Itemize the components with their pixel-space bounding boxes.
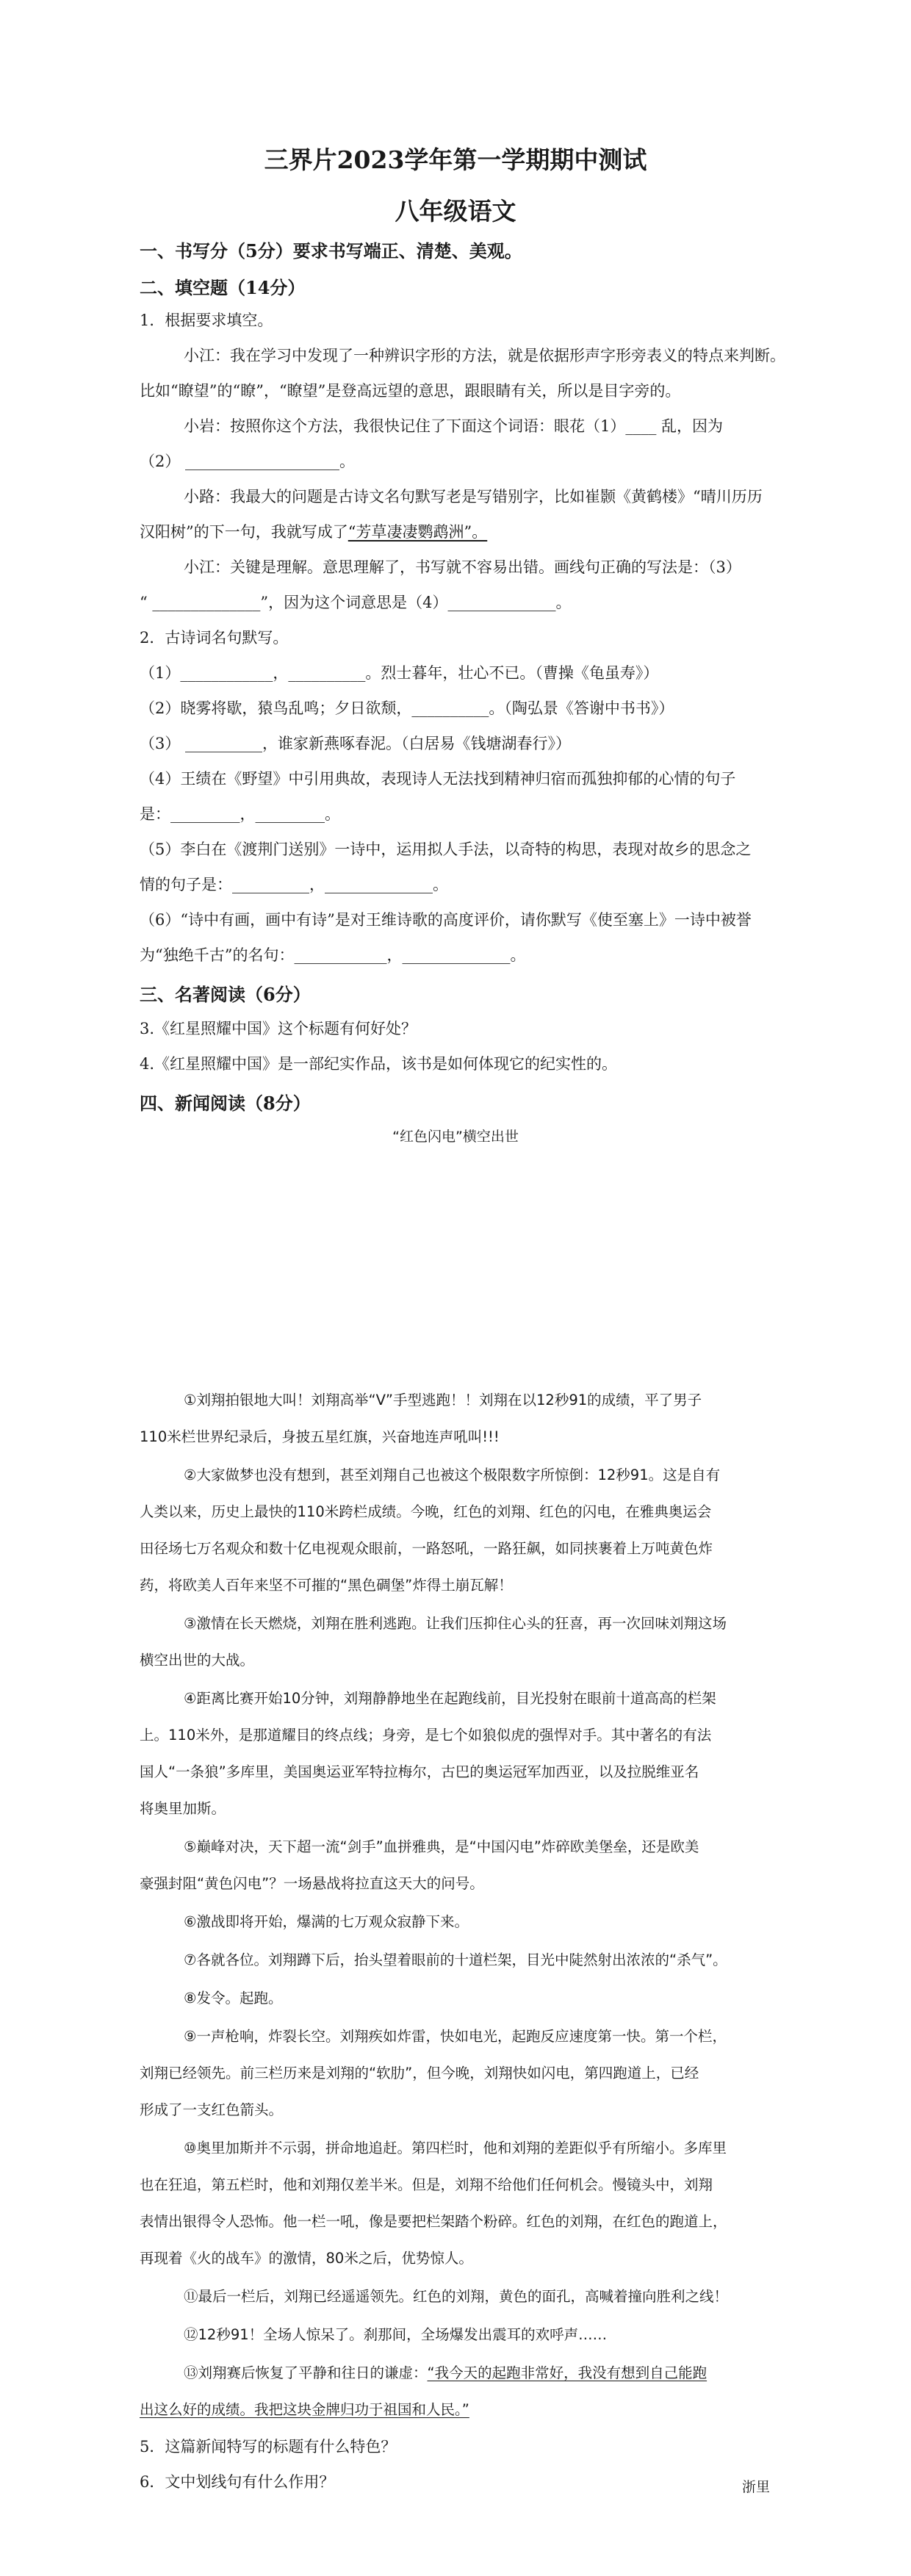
news-para-1-line-2: 110米栏世界纪录后，身披五星红旗，兴奋地连声吼叫!!! [140,1428,500,1445]
underlined-quote-part-2: 出这么好的成绩。我把这块金牌归功于祖国和人民。” [140,2401,469,2418]
news-para-4-line-4: 将奥里加斯。 [140,1800,226,1817]
news-para-2-line-2: 人类以来，历史上最快的110米跨栏成绩。今晚，红色的刘翔、红色的闪电，在雅典奥运会 [140,1503,712,1520]
news-para-10-line-2: 也在狂追，第五栏时，他和刘翔仅差半米。但是，刘翔不给他们任何机会。慢镜头中，刘翔 [140,2176,713,2193]
exam-subject: 八年级语文 [395,197,516,226]
q1-paragraph-3-text: 汉阳树”的下一句，我就写成了 [140,523,348,541]
q1-paragraph-4-line-1: 小江：关键是理解。意思理解了，书写就不容易出错。画线句正确的写法是：（3） [184,558,741,576]
underlined-wrong-verse: “芳草凄凄鹦鹉洲”。 [348,523,488,541]
q2-item-2: （2）晓雾将歇，猿鸟乱鸣；夕日欲颓，__________。（陶弘景《答谢中书书》） [140,699,674,717]
news-para-10-line-1: ⑩奥里加斯并不示弱，拼命地追赶。第四栏时，他和刘翔的差距似乎有所缩小。多库里 [184,2140,727,2156]
news-para-9-line-2: 刘翔已经领先。前三栏历来是刘翔的“软肋”，但今晚，刘翔快如闪电，第四跑道上，已经 [140,2065,699,2082]
q2-item-5-line-1: （5）李白在《渡荆门送别》一诗中，运用拟人手法，以奇特的构思，表现对故乡的思念之 [140,841,752,858]
news-para-4-line-1: ④距离比赛开始10分钟，刘翔静静地坐在起跑线前，目光投射在眼前十道高高的栏架 [184,1690,716,1707]
q1-paragraph-1-line-2: 比如“瞭望”的“瞭”，“瞭望”是登高远望的意思，跟眼睛有关，所以是目字旁的。 [140,382,681,400]
news-para-4-line-3: 国人“一条狼”多库里，美国奥运亚军特拉梅尔，古巴的奥运冠军加西亚，以及拉脱维亚名 [140,1763,699,1780]
page-footer: 浙里 [741,2479,770,2495]
q1-paragraph-2-line-2: （2） ____________________。 [140,453,356,470]
q2-item-6-line-1: （6）“诗中有画，画中有诗”是对王维诗歌的高度评价，请你默写《使至塞上》一诗中被誉 [140,911,752,929]
news-para-2-line-3: 田径场七万名观众和数十亿电视观众眼前，一路怒吼，一路狂飙，如同挟裹着上万吨黄色炸 [140,1540,713,1557]
q1-paragraph-2-line-1: 小岩：按照你这个方法，我很快记住了下面这个词语：眼花（1）____ 乱，因为 [184,417,724,435]
q2-item-4-line-2: 是：_________，_________。 [140,805,340,823]
q2-item-1: （1）____________，__________。烈士暮年，壮心不已。（曹操《龟虽寿》） [140,664,659,682]
news-para-10-line-4: 再现着《火的战车》的激情，80米之后，优势惊人。 [140,2250,473,2267]
news-para-1-line-1: ①刘翔拍银地大叫！刘翔高举“V”手型逃跑！！刘翔在以12秒91的成绩，平了男子 [184,1392,702,1408]
news-para-13-line-1 [184,2361,786,2382]
q2-item-6-line-2: 为“独绝千古”的名句：____________，______________。 [140,946,526,964]
section-2-heading: 二、填空题（14分） [140,277,306,298]
q2-item-5-line-2: 情的句子是：__________，______________。 [140,876,448,893]
q1-paragraph-4-line-2: “ ______________”，因为这个词意思是（4）______________。 [140,594,572,611]
news-para-5-line-2: 豪强封阻“黄色闪电”？一场悬战将拉直这天大的问号。 [140,1875,484,1892]
section-4-heading: 四、新闻阅读（8分） [140,1093,311,1114]
question-1: 1．根据要求填空。 [140,312,273,329]
news-title: “红色闪电”横空出世 [392,1129,519,1145]
question-5: 5．这篇新闻特写的标题有什么特色？ [140,2438,397,2456]
underlined-quote-part-1: “我今天的起跑非常好，我没有想到自己能跑 [427,2364,707,2381]
news-para-3-line-1: ③激情在长天燃烧，刘翔在胜利逃跑。让我们压抑住心头的狂喜，再一次回味刘翔这场 [184,1615,727,1632]
news-para-2-line-4: 药，将欧美人百年来坚不可摧的“黑色碉堡”炸得土崩瓦解！ [140,1577,513,1594]
news-para-12: ⑫12秒91！全场人惊呆了。刹那间，全场爆发出震耳的欢呼声…… [184,2326,608,2343]
question-4: 4.《红星照耀中国》是一部纪实作品，该书是如何体现它的纪实性的。 [140,1055,618,1073]
news-para-13-line-2 [140,2398,786,2419]
news-para-7: ⑦各就各位。刘翔蹲下后，抬头望着眼前的十道栏架，目光中陡然射出浓浓的“杀气”。 [184,1951,727,1968]
news-para-3-line-2: 横空出世的大战。 [140,1652,255,1669]
q1-paragraph-1-line-1: 小江：我在学习中发现了一种辨识字形的方法，就是依据形声字形旁表义的特点来判断。 [184,347,785,364]
question-2: 2．古诗词名句默写。 [140,629,289,647]
exam-title: 三界片2023学年第一学期期中测试 [264,145,647,174]
question-6: 6．文中划线句有什么作用？ [140,2473,335,2491]
q1-paragraph-3-line-2 [140,520,786,542]
question-3: 3.《红星照耀中国》这个标题有何好处？ [140,1020,417,1037]
q2-item-4-line-1: （4）王绩在《野望》中引用典故，表现诗人无法找到精神归宿而孤独抑郁的心情的句子 [140,770,736,788]
news-para-5-line-1: ⑤巅峰对决，天下超一流“剑手”血拼雅典，是“中国闪电”炸碎欧美堡垒，还是欧美 [184,1838,699,1855]
news-para-2-line-1: ②大家做梦也没有想到，甚至刘翔自己也被这个极限数字所惊倒：12秒91。这是自有 [184,1467,721,1483]
q2-item-3: （3） __________，谁家新燕啄春泥。（白居易《钱塘湖春行》） [140,735,572,752]
section-1-heading: 一、书写分（5分）要求书写端正、清楚、美观。 [140,240,522,262]
news-para-13-text: ⑬刘翔赛后恢复了平静和往日的谦虚： [184,2364,428,2381]
section-3-heading: 三、名著阅读（6分） [140,984,311,1005]
news-para-8: ⑧发令。起跑。 [184,1990,283,2007]
news-para-10-line-3: 表情出银得令人恐怖。他一栏一吼，像是要把栏架踏个粉碎。红色的刘翔，在红色的跑道上， [140,2213,727,2230]
news-para-11: ⑪最后一栏后，刘翔已经遥遥领先。红色的刘翔，黄色的面孔，高喊着撞向胜利之线！ [184,2288,729,2305]
q1-paragraph-3-line-1: 小路：我最大的问题是古诗文名句默写老是写错别字，比如崔颢《黄鹤楼》“晴川历历 [184,488,763,506]
news-para-4-line-2: 上。110米外，是那道耀目的终点线；身旁，是七个如狼似虎的强悍对手。其中著名的有法 [140,1727,712,1744]
news-para-9-line-3: 形成了一支红色箭头。 [140,2101,284,2118]
news-para-9-line-1: ⑨一声枪响，炸裂长空。刘翔疾如炸雷，快如电光，起跑反应速度第一快。第一个栏， [184,2028,727,2045]
news-para-6: ⑥激战即将开始，爆满的七万观众寂静下来。 [184,1913,469,1930]
